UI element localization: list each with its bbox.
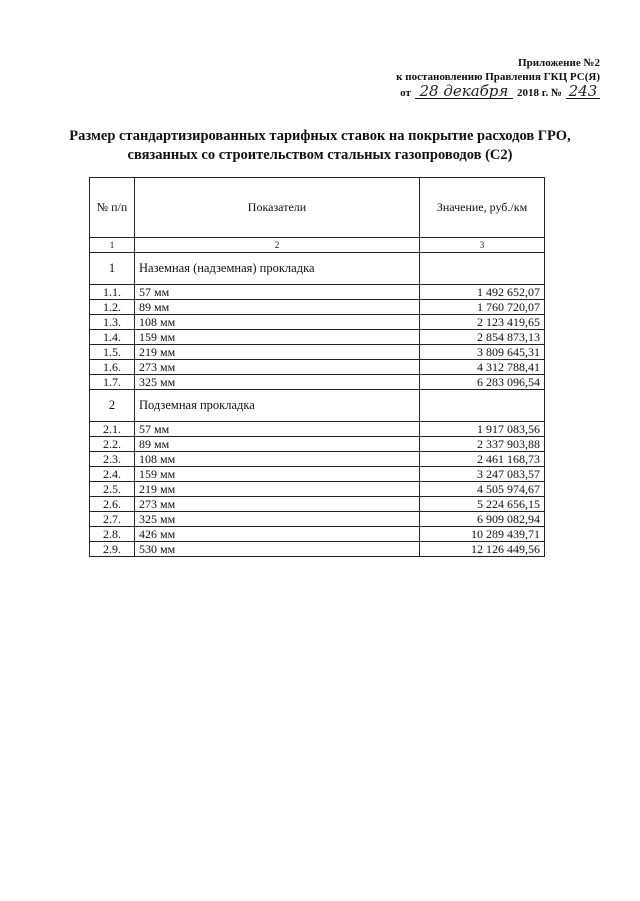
table-row [90,452,545,467]
row-value: 6 283 096,54 [420,375,545,390]
row-value: 6 909 082,94 [420,512,545,527]
row-label: 89 мм [135,300,420,315]
from-label: от [400,87,411,99]
row-num: 2.7. [90,512,135,527]
row-value: 4 312 788,41 [420,360,545,375]
colnum-1: 1 [90,238,135,253]
row-value: 2 854 873,13 [420,330,545,345]
appendix-header [396,56,600,100]
row-value: 1 917 083,56 [420,422,545,437]
row-value: 2 461 168,73 [420,452,545,467]
row-label: 57 мм [135,285,420,300]
row-num: 2.1. [90,422,135,437]
row-num: 2.3. [90,452,135,467]
row-label: 89 мм [135,437,420,452]
section-num: 1 [90,253,135,285]
handwritten-date: 28 декабря [415,84,513,99]
row-num: 1.2. [90,300,135,315]
row-value: 5 224 656,15 [420,497,545,512]
row-label: 57 мм [135,422,420,437]
row-value: 3 809 645,31 [420,345,545,360]
decree-date-line [396,84,600,100]
table-row [90,422,545,437]
row-label: 426 мм [135,527,420,542]
year-label: 2018 г. № [516,87,562,99]
table-row [90,330,545,345]
section-row [90,390,545,422]
row-value: 1 760 720,07 [420,300,545,315]
section-num: 2 [90,390,135,422]
table-row [90,497,545,512]
header-row [90,178,545,238]
row-label: 273 мм [135,360,420,375]
row-label: 159 мм [135,330,420,345]
header-indicators: Показатели [135,178,420,238]
table-row [90,467,545,482]
section-value-empty [420,253,545,285]
decree-reference: к постановлению Правления ГКЦ РС(Я) [396,71,600,83]
section-row [90,253,545,285]
table-row [90,542,545,557]
row-label: 273 мм [135,497,420,512]
row-label: 219 мм [135,482,420,497]
row-label: 159 мм [135,467,420,482]
table-row [90,285,545,300]
table-row [90,315,545,330]
row-num: 2.6. [90,497,135,512]
row-value: 10 289 439,71 [420,527,545,542]
header-value: Значение, руб./км [420,178,545,238]
section-value-empty [420,390,545,422]
document-title [60,127,580,165]
title-line-1: Размер стандартизированных тарифных ставок на покрытие расходов ГРО, [69,128,571,144]
column-number-row [90,238,545,253]
table-row [90,482,545,497]
row-num: 1.3. [90,315,135,330]
row-num: 2.4. [90,467,135,482]
row-num: 1.5. [90,345,135,360]
row-label: 325 мм [135,375,420,390]
colnum-2: 2 [135,238,420,253]
table-row [90,300,545,315]
row-num: 2.5. [90,482,135,497]
table-row [90,360,545,375]
row-value: 1 492 652,07 [420,285,545,300]
row-label: 219 мм [135,345,420,360]
row-value: 4 505 974,67 [420,482,545,497]
row-value: 12 126 449,56 [420,542,545,557]
header-num: № п/п [90,178,135,238]
row-value: 3 247 083,57 [420,467,545,482]
table-row [90,512,545,527]
row-value: 2 123 419,65 [420,315,545,330]
colnum-3: 3 [420,238,545,253]
row-label: 108 мм [135,452,420,467]
row-label: 325 мм [135,512,420,527]
row-label: 530 мм [135,542,420,557]
table-row [90,345,545,360]
appendix-number: Приложение №2 [518,57,600,69]
handwritten-number: 243 [566,84,600,99]
table-row [90,527,545,542]
section-label: Подземная прокладка [135,390,420,422]
row-num: 2.2. [90,437,135,452]
table-row [90,375,545,390]
row-num: 2.9. [90,542,135,557]
table-row [90,437,545,452]
row-label: 108 мм [135,315,420,330]
row-num: 1.7. [90,375,135,390]
row-num: 1.6. [90,360,135,375]
title-line-2: связанных со строительством стальных газопроводов (С2) [127,147,513,163]
row-num: 2.8. [90,527,135,542]
row-value: 2 337 903,88 [420,437,545,452]
section-label: Наземная (надземная) прокладка [135,253,420,285]
row-num: 1.4. [90,330,135,345]
table-body [90,253,545,557]
row-num: 1.1. [90,285,135,300]
tariff-table [89,177,545,557]
